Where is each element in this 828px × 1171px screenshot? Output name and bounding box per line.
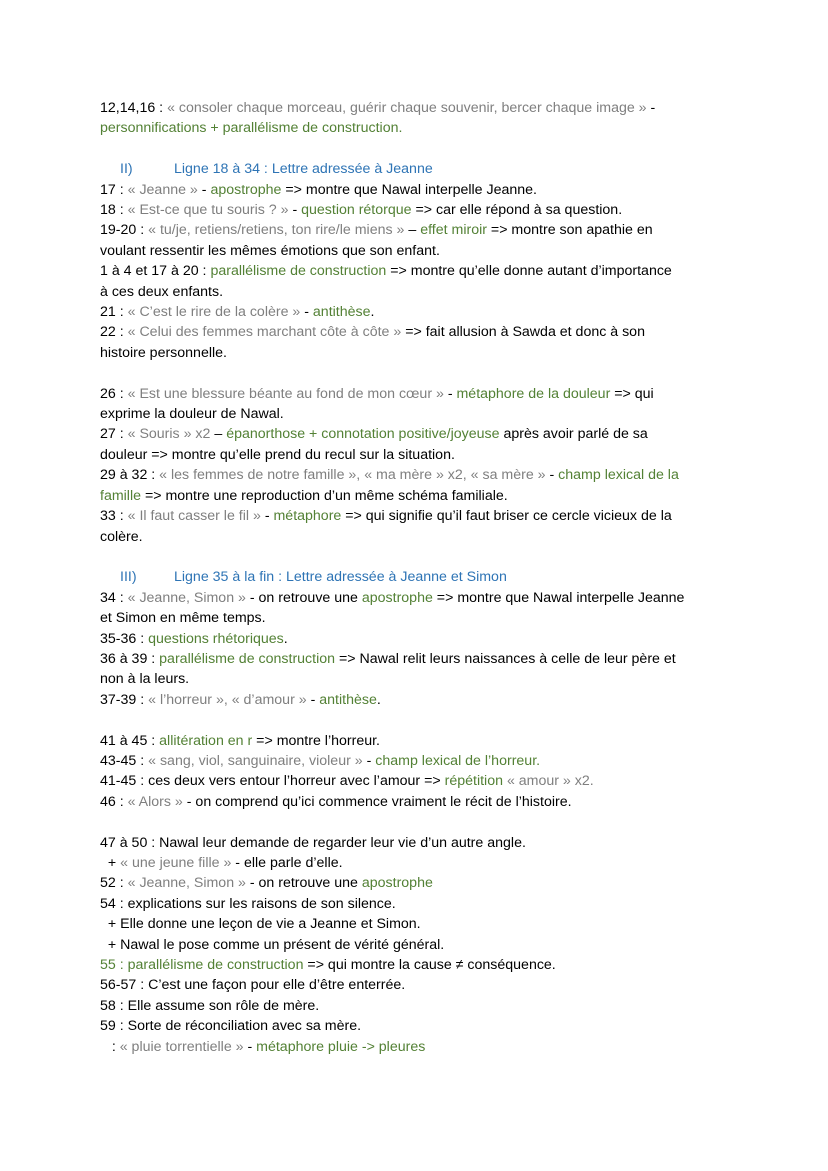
body-text: 33 : — [100, 508, 128, 525]
text-line — [100, 200, 740, 220]
quotation: « Souris » x2 — [127, 426, 211, 443]
body-text: => qui montre la cause ≠ conséquence. — [303, 956, 556, 973]
literary-device: antithèse — [312, 304, 371, 321]
text-line — [100, 649, 740, 669]
body-text: . — [283, 630, 288, 647]
section-title: Ligne 18 à 34 : Lettre adressée à Jeanne — [174, 161, 433, 178]
text-line — [100, 608, 740, 628]
body-text: - — [243, 1038, 257, 1055]
body-text: => montre une reproduction d’un même schéma familiale. — [141, 487, 508, 504]
body-text: 12,14,16 : — [100, 100, 168, 116]
section-number: III) — [120, 569, 137, 586]
body-text: 52 : — [100, 875, 128, 892]
text-line — [100, 465, 740, 485]
quotation: « C’est le rire de la colère » — [127, 304, 301, 321]
quotation: « Est une blessure béante au fond de mon cœur » — [127, 385, 444, 402]
body-text: + Elle donne une leçon de vie a Jeanne et Simon. — [100, 916, 421, 933]
literary-device: parallélisme de construction — [159, 650, 336, 667]
text-line — [100, 445, 740, 465]
quotation: « consoler chaque morceau, guérir chaque souvenir, bercer chaque image » — [167, 100, 647, 116]
text-line — [100, 424, 740, 444]
text-line — [100, 343, 740, 363]
body-text: 1 à 4 et 17 à 20 : — [100, 263, 211, 280]
literary-device: apostrophe — [361, 589, 433, 606]
body-text: 19-20 : — [100, 222, 149, 239]
body-text: - — [443, 385, 457, 402]
text-line — [100, 322, 740, 342]
text-line — [100, 955, 740, 975]
body-text: 43-45 : — [100, 752, 149, 769]
quotation: « les femmes de notre famille », « ma mère » x2, « sa mère » — [159, 467, 546, 484]
body-text: 36 à 39 : — [100, 650, 160, 667]
section-title: Ligne 35 à la fin : Lettre adressée à Jeanne et Simon — [174, 569, 507, 586]
document-body — [100, 98, 740, 1057]
literary-device: question rétorque — [301, 202, 412, 219]
text-line — [100, 1037, 740, 1057]
quotation: « pluie torrentielle » — [119, 1038, 244, 1055]
body-text: 56-57 : C’est une façon pour elle d’être enterrée. — [100, 977, 406, 994]
text-line — [100, 975, 740, 995]
body-text: - — [288, 202, 302, 219]
quotation: « Jeanne » — [127, 181, 198, 198]
literary-device: métaphore — [273, 508, 342, 525]
body-text: colère. — [100, 528, 143, 545]
blank-line — [100, 363, 740, 383]
quotation: « amour » x2. — [503, 773, 594, 790]
body-text: 41-45 : ces deux vers entour l’horreur avec l’amour => — [100, 773, 445, 790]
text-line — [100, 302, 740, 322]
literary-device: épanorthose + connotation positive/joyeuse — [226, 426, 500, 443]
body-text: 35-36 : — [100, 630, 149, 647]
body-text: 46 : — [100, 793, 128, 810]
literary-device: 55 : parallélisme de construction — [100, 956, 304, 973]
literary-device: personnifications + parallélisme de construction. — [100, 120, 403, 137]
blank-line — [100, 139, 740, 159]
body-text: 26 : — [100, 385, 128, 402]
body-text: => fait allusion à Sawda et donc à son — [401, 324, 645, 341]
quotation: « Celui des femmes marchant côte à côte » — [127, 324, 402, 341]
text-line — [100, 935, 740, 955]
body-text: 29 à 32 : — [100, 467, 160, 484]
body-text: exprime la douleur de Nawal. — [100, 406, 284, 423]
quotation: « sang, viol, sanguinaire, violeur » — [148, 752, 363, 769]
body-text: => montre que Nawal interpelle Jeanne. — [281, 181, 537, 198]
body-text: 59 : Sorte de réconciliation avec sa mère. — [100, 1018, 362, 1035]
literary-device: parallélisme de construction — [210, 263, 387, 280]
literary-device: répétition — [444, 773, 503, 790]
body-text: douleur => montre qu’elle prend du recul sur la situation. — [100, 446, 455, 463]
body-text: => montre son apathie en — [486, 222, 653, 239]
body-text: => car elle répond à sa question. — [411, 202, 623, 219]
body-text: - — [306, 691, 320, 708]
text-line — [100, 180, 740, 200]
body-text: => montre que Nawal interpelle Jeanne — [432, 589, 685, 606]
body-text: - — [545, 467, 559, 484]
blank-line — [100, 547, 740, 567]
body-text: => Nawal relit leurs naissances à celle de leur père et — [335, 650, 676, 667]
blank-line — [100, 710, 740, 730]
body-text: - — [260, 508, 274, 525]
text-line — [100, 873, 740, 893]
text-line — [100, 731, 740, 751]
blank-line — [100, 812, 740, 832]
text-line — [100, 118, 740, 138]
text-line — [100, 98, 740, 118]
text-line — [100, 996, 740, 1016]
text-line — [100, 894, 740, 914]
body-text: - — [646, 100, 656, 116]
body-text: 34 : — [100, 589, 128, 606]
body-text: 17 : — [100, 181, 128, 198]
text-line — [100, 629, 740, 649]
literary-device: apostrophe — [210, 181, 282, 198]
literary-device: métaphore de la douleur — [456, 385, 611, 402]
text-line — [100, 833, 740, 853]
body-text: 37-39 : — [100, 691, 149, 708]
text-line — [100, 261, 740, 281]
text-line — [100, 282, 740, 302]
text-line — [100, 914, 740, 934]
literary-device: métaphore pluie -> pleures — [256, 1038, 426, 1055]
quotation: « Jeanne, Simon » — [127, 589, 246, 606]
quotation: « Est-ce que tu souris ? » — [127, 202, 289, 219]
body-text: non à la leurs. — [100, 671, 190, 688]
body-text: – — [210, 426, 227, 443]
section-number: II) — [120, 161, 133, 178]
body-text: => montre l’horreur. — [252, 732, 380, 749]
text-line — [100, 690, 740, 710]
quotation: « l’horreur », « d’amour » — [148, 691, 307, 708]
body-text: => qui signifie qu’il faut briser ce cercle vicieux de la — [341, 508, 672, 525]
body-text: - elle parle d’elle. — [231, 854, 343, 871]
text-line — [100, 404, 740, 424]
body-text: - — [197, 181, 211, 198]
text-line — [100, 588, 740, 608]
body-text: + Nawal le pose comme un présent de vérité général. — [100, 936, 445, 953]
text-line — [100, 384, 740, 404]
body-text: - — [362, 752, 376, 769]
body-text: - on retrouve une — [245, 589, 362, 606]
body-text: 54 : explications sur les raisons de son silence. — [100, 895, 396, 912]
body-text: voulant ressentir les mêmes émotions que son enfant. — [100, 242, 440, 259]
text-line — [100, 241, 740, 261]
text-line — [100, 506, 740, 526]
body-text: après avoir parlé de sa — [499, 426, 648, 443]
body-text: 21 : — [100, 304, 128, 321]
body-text: . — [376, 691, 381, 708]
section-heading — [100, 159, 740, 179]
quotation: « Jeanne, Simon » — [127, 875, 246, 892]
body-text: à ces deux enfants. — [100, 283, 224, 300]
body-text: – — [404, 222, 421, 239]
literary-device: champ lexical de l’horreur. — [375, 752, 541, 769]
quotation: « une jeune fille » — [120, 854, 232, 871]
body-text: histoire personnelle. — [100, 344, 227, 361]
text-line — [100, 771, 740, 791]
text-line — [100, 669, 740, 689]
body-text: 22 : — [100, 324, 128, 341]
body-text: 18 : — [100, 202, 128, 219]
body-text: 27 : — [100, 426, 128, 443]
body-text: 47 à 50 : Nawal leur demande de regarder leur vie d’un autre angle. — [100, 834, 526, 851]
text-line — [100, 853, 740, 873]
text-line — [100, 1016, 740, 1036]
body-text: => montre qu’elle donne autant d’importance — [386, 263, 672, 280]
body-text: et Simon en même temps. — [100, 610, 266, 627]
literary-device: champ lexical de la — [558, 467, 679, 484]
body-text: => qui — [610, 385, 654, 402]
quotation: « Il faut casser le fil » — [127, 508, 261, 525]
literary-device: famille — [100, 487, 141, 504]
body-text: + — [100, 854, 121, 871]
literary-device: effet miroir — [420, 222, 487, 239]
body-text: - — [300, 304, 313, 321]
text-line — [100, 751, 740, 771]
literary-device: allitération en r — [159, 732, 253, 749]
body-text: - on comprend qu’ici commence vraiment le récit de l’histoire. — [182, 793, 572, 810]
body-text: 41 à 45 : — [100, 732, 160, 749]
body-text: 58 : Elle assume son rôle de mère. — [100, 997, 320, 1014]
section-heading — [100, 567, 740, 587]
quotation: « Alors » — [127, 793, 183, 810]
text-line — [100, 486, 740, 506]
body-text: . — [370, 304, 375, 321]
body-text: : — [100, 1038, 120, 1055]
text-line — [100, 792, 740, 812]
literary-device: antithèse — [319, 691, 377, 708]
literary-device: questions rhétoriques — [148, 630, 284, 647]
text-line — [100, 220, 740, 240]
text-line — [100, 527, 740, 547]
body-text: - on retrouve une — [245, 875, 362, 892]
literary-device: apostrophe — [361, 875, 433, 892]
quotation: « tu/je, retiens/retiens, ton rire/le miens » — [148, 222, 405, 239]
